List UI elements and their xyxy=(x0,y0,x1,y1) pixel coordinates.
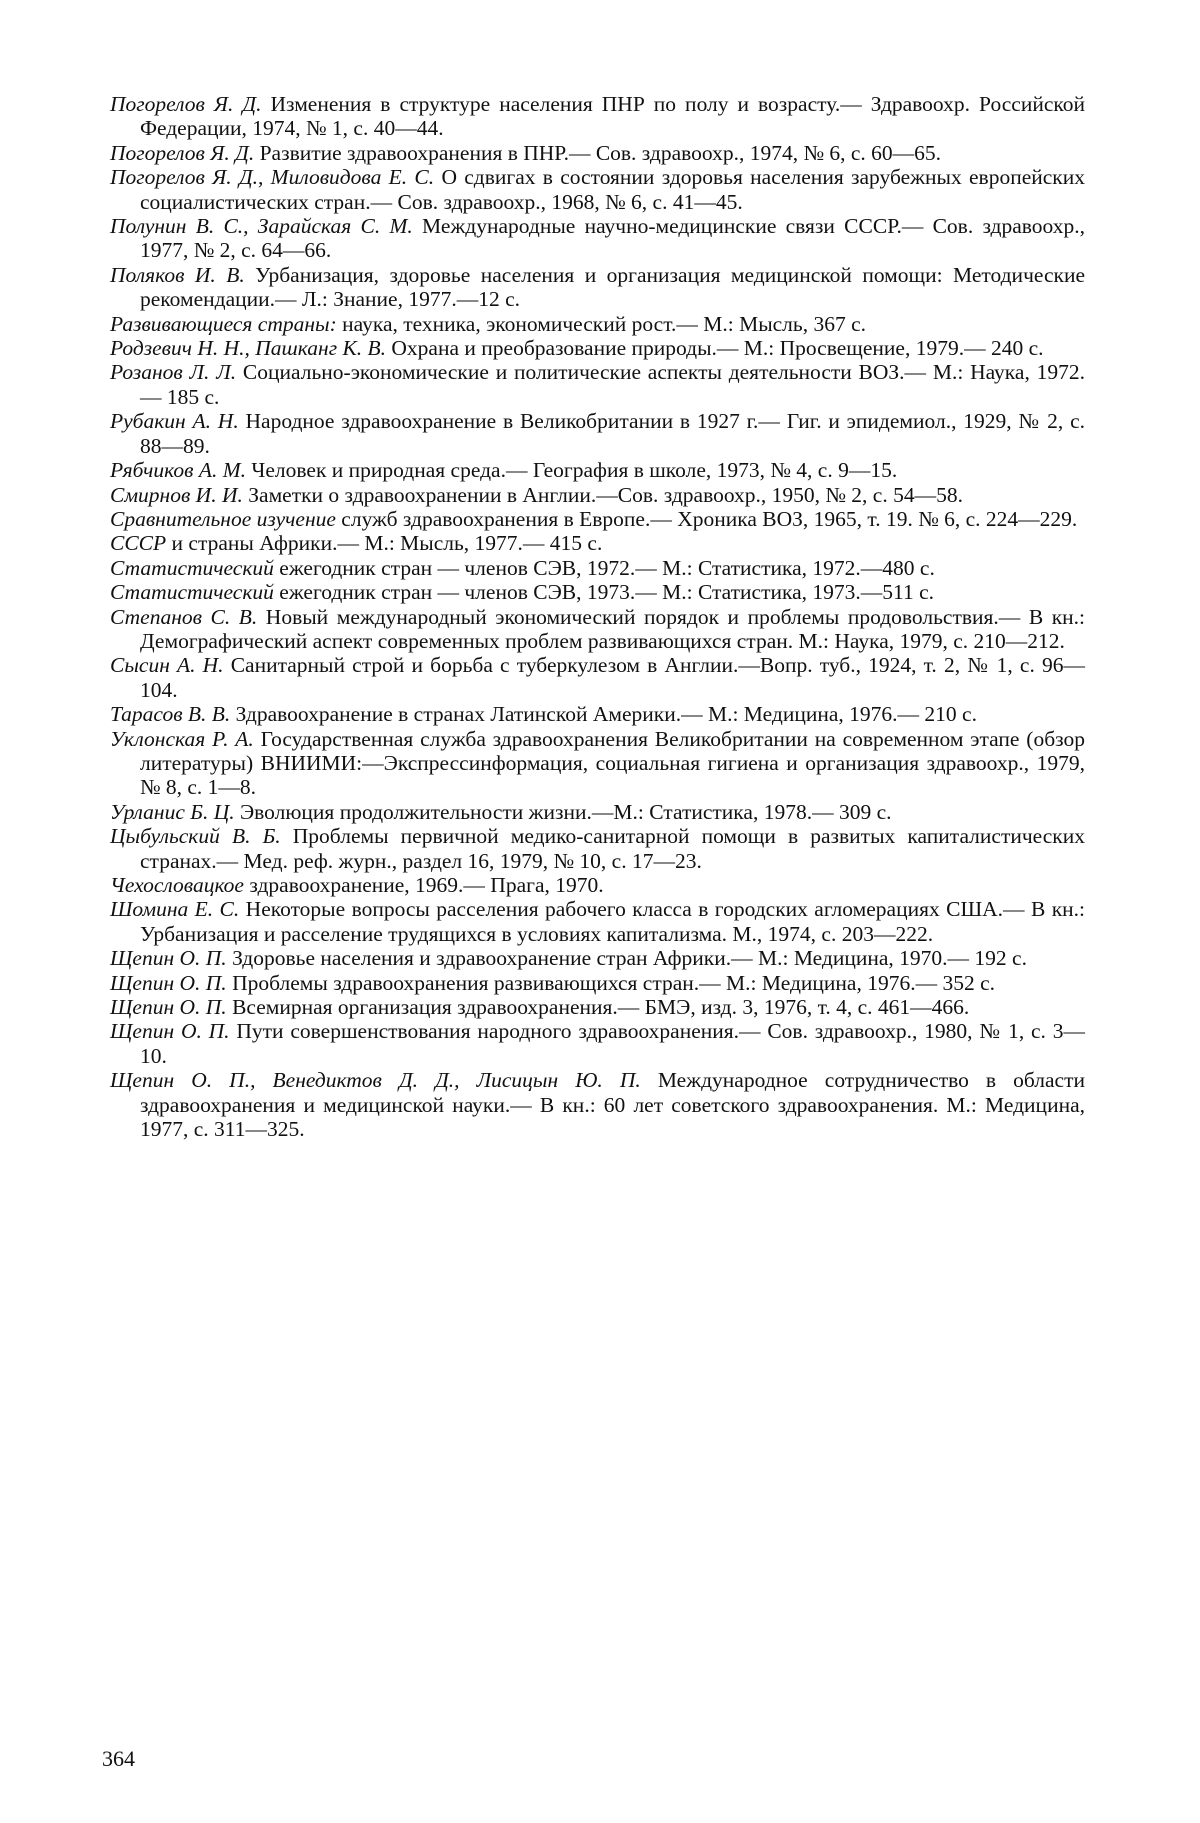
entry-author: Полунин В. С., Зарайская С. М. xyxy=(110,214,413,239)
bibliography-entry xyxy=(110,92,1085,141)
entry-author: Щепин О. П. xyxy=(110,970,227,995)
entry-text: Охрана и преобразование природы.— М.: Просвещение, 1979.— 240 с. xyxy=(386,336,1044,361)
entry-author: Щепин О. П., Венедиктов Д. Д., Лисицын Ю. П. xyxy=(110,1068,641,1093)
entry-text: Изменения в структуре населения ПНР по полу и возрасту.— Здравоохр. Российской Федерации, 1974, № 1, с. 40—44. xyxy=(140,92,1085,141)
entry-text: О сдвигах в состоянии здоровья населения зарубежных европейских социалистических стран.— Сов. здравоохр., 1968, № 6, с. 41—45. xyxy=(140,165,1085,214)
entry-author: Сравнительное изучение xyxy=(110,506,336,531)
bibliography-entry xyxy=(110,653,1085,702)
bibliography-entry xyxy=(110,605,1085,654)
entry-author: Поляков И. В. xyxy=(110,262,245,287)
entry-text: Санитарный строй и борьба с туберкулезом в Англии.—Вопр. туб., 1924, т. 2, № 1, с. 96—104. xyxy=(140,653,1085,702)
entry-author: Статистический xyxy=(110,580,274,605)
entry-author: Щепин О. П. xyxy=(110,1019,230,1044)
bibliography-entry xyxy=(110,1019,1085,1068)
entry-text: Государственная служба здравоохранения Великобритании на современном этапе (обзор литературы) ВНИИМИ:—Экспрессинформация, социальная гигиена и организация здравоохр., 1979, № 8, с. 1—8. xyxy=(140,726,1085,800)
entry-text: Народное здравоохранение в Великобритании в 1927 г.— Гиг. и эпидемиол., 1929, № 2, с. 88—89. xyxy=(140,409,1085,458)
entry-text: Новый международный экономический порядок и проблемы продовольствия.— В кн.: Демографический аспект современных проблем развивающихся стран. М.: Наука, 1979, с. 210—212. xyxy=(140,604,1085,653)
entry-author: Розанов Л. Л. xyxy=(110,360,237,385)
entry-author: Родзевич Н. Н., Пашканг К. В. xyxy=(110,336,387,361)
bibliography-entry xyxy=(110,897,1085,946)
entry-author: Щепин О. П. xyxy=(110,995,227,1020)
bibliography-entry xyxy=(110,483,1085,507)
bibliography-entry xyxy=(110,507,1085,531)
entry-author: Погорелов Я. Д. xyxy=(110,92,262,116)
bibliography-entry xyxy=(110,702,1085,726)
entry-author: Щепин О. П. xyxy=(110,946,227,971)
entry-text: ежегодник стран — членов СЭВ, 1972.— М.: Статистика, 1972.—480 с. xyxy=(273,555,935,580)
entry-author: Погорелов Я. Д., Миловидова Е. С. xyxy=(110,165,435,190)
bibliography-entry xyxy=(110,336,1085,360)
entry-author: Погорелов Я. Д. xyxy=(110,140,255,165)
entry-text: Человек и природная среда.— География в школе, 1973, № 4, с. 9—15. xyxy=(246,458,898,483)
bibliography-entry xyxy=(110,214,1085,263)
bibliography-entry xyxy=(110,873,1085,897)
bibliography-entry xyxy=(110,995,1085,1019)
bibliography-entry xyxy=(110,800,1085,824)
bibliography-entry xyxy=(110,946,1085,970)
entry-text: Международные научно-медицинские связи СССР.— Сов. здравоохр., 1977, № 2, с. 64—66. xyxy=(140,214,1086,263)
entry-author: Цыбульский В. Б. xyxy=(110,824,281,849)
entry-text: Заметки о здравоохранении в Англии.—Сов. здравоохр., 1950, № 2, с. 54—58. xyxy=(242,482,963,507)
bibliography-entry xyxy=(110,263,1085,312)
entry-text: Международное сотрудничество в области здравоохранения и медицинской науки.— В кн.: 60 лет советского здравоохранения. М.: Медицина, 1977, с. 311—325. xyxy=(140,1068,1086,1142)
entry-text: Проблемы здравоохранения развивающихся стран.— М.: Медицина, 1976.— 352 с. xyxy=(226,970,996,995)
entry-text: Социально-экономические и политические аспекты деятельности ВОЗ.— М.: Наука, 1972.— 185 с. xyxy=(140,360,1085,409)
entry-author: СССР xyxy=(110,531,167,556)
entry-text: Здоровье населения и здравоохранение стран Африки.— М.: Медицина, 1970.— 192 с. xyxy=(226,946,1027,971)
bibliography-entry xyxy=(110,531,1085,555)
entry-text: наука, техника, экономический рост.— М.: Мысль, 367 с. xyxy=(336,311,867,336)
entry-text: ежегодник стран — членов СЭВ, 1973.— М.: Статистика, 1973.—511 с. xyxy=(273,580,935,605)
bibliography-entry xyxy=(110,360,1085,409)
bibliography-entry xyxy=(110,824,1085,873)
entry-author: Рябчиков А. М. xyxy=(110,458,246,483)
bibliography-list xyxy=(110,92,1085,1141)
entry-author: Степанов С. В. xyxy=(110,604,258,629)
entry-text: Пути совершенствования народного здравоохранения.— Сов. здравоохр., 1980, № 1, с. 3—10. xyxy=(140,1019,1085,1068)
entry-text: Эволюция продолжительности жизни.—М.: Статистика, 1978.— 309 с. xyxy=(234,799,892,824)
bibliography-entry xyxy=(110,580,1085,604)
entry-text: и страны Африки.— М.: Мысль, 1977.— 415 с. xyxy=(166,531,603,556)
entry-author: Сысин А. Н. xyxy=(110,653,224,678)
entry-text: Некоторые вопросы расселения рабочего класса в городских агломерациях США.— В кн.: Урбанизация и расселение трудящихся в условиях капитализма. М., 1974, с. 203—222. xyxy=(140,897,1085,946)
entry-author: Уклонская Р. А. xyxy=(110,726,254,751)
entry-author: Статистический xyxy=(110,555,274,580)
bibliography-entry xyxy=(110,165,1085,214)
entry-text: здравоохранение, 1969.— Прага, 1970. xyxy=(243,873,604,897)
entry-author: Тарасов В. В. xyxy=(110,702,231,727)
entry-text: Урбанизация, здоровье населения и организация медицинской помощи: Методические рекомендации.— Л.: Знание, 1977.—12 с. xyxy=(140,262,1085,312)
entry-text: Проблемы первичной медико-санитарной помощи в развитых капиталистических странах.— Мед. реф. журн., раздел 16, 1979, № 10, с. 17—23. xyxy=(140,824,1085,873)
bibliography-entry xyxy=(110,727,1085,800)
entry-text: служб здравоохранения в Европе.— Хроника ВОЗ, 1965, т. 19. № 6, с. 224—229. xyxy=(335,506,1078,531)
bibliography-entry xyxy=(110,409,1085,458)
entry-author: Урланис Б. Ц. xyxy=(110,799,235,824)
entry-author: Рубакин А. Н. xyxy=(110,409,239,434)
bibliography-entry xyxy=(110,141,1085,165)
entry-author: Развивающиеся страны: xyxy=(110,311,337,336)
entry-text: Развитие здравоохранения в ПНР.— Сов. здравоохр., 1974, № 6, с. 60—65. xyxy=(254,140,942,165)
bibliography-entry xyxy=(110,1068,1085,1141)
entry-author: Смирнов И. И. xyxy=(110,482,243,507)
bibliography-entry xyxy=(110,971,1085,995)
bibliography-entry xyxy=(110,458,1085,482)
entry-author: Чехословацкое xyxy=(110,873,244,897)
entry-text: Всемирная организация здравоохранения.— БМЭ, изд. 3, 1976, т. 4, с. 461—466. xyxy=(226,995,970,1020)
page-number: 364 xyxy=(102,1746,135,1771)
entry-author: Шомина Е. С. xyxy=(110,897,240,922)
bibliography-entry xyxy=(110,556,1085,580)
bibliography-entry xyxy=(110,312,1085,336)
entry-text: Здравоохранение в странах Латинской Америки.— М.: Медицина, 1976.— 210 с. xyxy=(230,702,977,727)
